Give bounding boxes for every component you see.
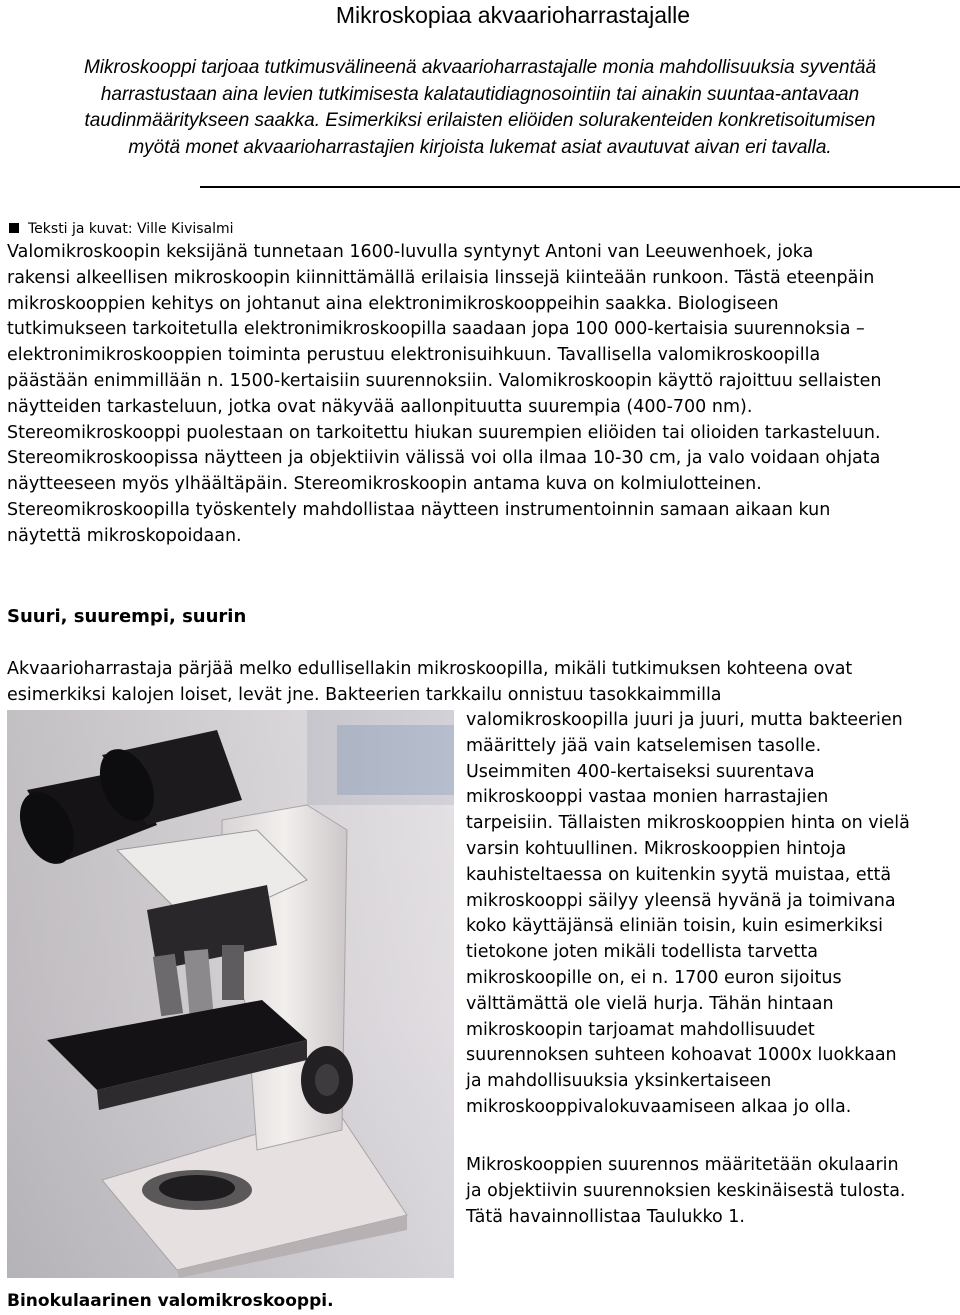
body-line: rakensi alkeellisen mikroskoopin kiinnittämällä erilaisia linssejä kiinteään runkoon. Tästä eteenpäin — [7, 267, 875, 288]
right-line: ja mahdollisuuksia yksinkertaiseen — [466, 1071, 772, 1092]
square-bullet-icon — [9, 223, 19, 233]
right-line: varsin kohtuullinen. Mikroskooppien hintoja — [466, 838, 847, 859]
section-line: Akvaarioharrastaja pärjää melko edullisellakin mikroskoopilla, mikäli tutkimuksen kohteena ovat — [7, 659, 853, 679]
right-line: suurennoksen suhteen kohoavat 1000x luokkaan — [466, 1045, 897, 1066]
right-text-paragraph-2 — [466, 1153, 956, 1230]
right-line: koko käyttäjänsä eliniän toisin, kuin esimerkiksi — [466, 916, 883, 937]
right-line: tietokone joten mikäli todellista tarvetta — [466, 942, 818, 963]
body-line: Valomikroskoopin keksijänä tunnetaan 1600-luvulla syntynyt Antoni van Leeuwenhoek, joka — [7, 242, 814, 262]
microscope-photo — [7, 710, 454, 1278]
intro-paragraph — [0, 55, 960, 161]
author-credit-text: Teksti ja kuvat: Ville Kivisalmi — [28, 221, 234, 237]
intro-line: myötä monet akvaarioharrastajien kirjoista lukemat asiat avautuvat aivan eri tavalla. — [128, 136, 832, 158]
right-line: ja objektiivin suurennoksien keskinäisestä tulosta. — [466, 1180, 906, 1201]
body-line: mikroskooppien kehitys on johtanut aina elektronimikroskooppeihin saakka. Biologiseen — [7, 293, 779, 314]
intro-line: Mikroskooppi tarjoaa tutkimusvälineenä akvaarioharrastajalle monia mahdollisuuksia syventää — [83, 57, 877, 78]
body-line: Stereomikroskooppi puolestaan on tarkoitettu hiukan suurempien eliöiden tai olioiden tarkasteluun. — [7, 422, 881, 443]
body-line: tutkimukseen tarkoitetulla elektronimikroskoopilla saadaan jopa 100 000-kertaisia suurennoksia – — [7, 319, 865, 340]
right-line: mikroskooppi vastaa monien harrastajien — [466, 787, 829, 808]
section-heading: Suuri, suurempi, suurin — [7, 606, 247, 627]
right-line: tarpeisiin. Tällaisten mikroskooppien hinta on vielä — [466, 813, 910, 834]
intro-line: harrastustaan aina levien tutkimisesta kalatautidiagnosointiin tai ainakin suuntaa-antavaan — [100, 83, 860, 105]
body-line: näytteiden tarkasteluun, jotka ovat näkyvää aallonpituutta suurempia (400-700 nm). — [7, 396, 753, 417]
fine-focus-knob — [315, 1064, 339, 1096]
body-line: elektronimikroskooppien toiminta perustuu elektronisuihkuun. Tavallisella valomikroskoopilla — [7, 345, 821, 366]
right-line: valomikroskoopilla juuri ja juuri, mutta bakteerien — [466, 710, 903, 730]
right-line: välttämättä ole vielä hurja. Tähän hintaan — [466, 993, 834, 1014]
objective-3 — [222, 945, 244, 1000]
right-line: mikroskoopin tarjoamat mahdollisuudet — [466, 1019, 815, 1040]
right-line: Useimmiten 400-kertaiseksi suurentava — [466, 761, 815, 782]
body-line: Stereomikroskoopissa näytteen ja objektiivin välissä voi olla ilmaa 10-30 cm, ja valo voidaan ohjata — [7, 448, 881, 469]
right-line: Tätä havainnollistaa Taulukko 1. — [466, 1206, 745, 1227]
section-line: esimerkiksi kalojen loiset, levät jne. Bakteerien tarkkailu onnistuu tasokkaimmilla — [7, 684, 722, 705]
author-credit — [9, 220, 234, 238]
body-line: Stereomikroskoopilla työskentely mahdollistaa näytteen instrumentoinnin samaan aikaan kun — [7, 499, 831, 520]
body-line: päästään enimmillään n. 1500-kertaisiin suurennoksiin. Valomikroskoopin käyttö rajoittuu sellaisten — [7, 370, 882, 391]
right-text-column — [466, 708, 956, 1121]
right-line: mikroskooppivalokuvaamiseen alkaa jo olla. — [466, 1096, 852, 1117]
microscope-illustration — [7, 710, 454, 1278]
body-line: näytteeseen myös ylhäältäpäin. Stereomikroskoopin antama kuva on kolmiulotteinen. — [7, 474, 762, 495]
divider-rule — [200, 186, 960, 188]
light-lens — [159, 1175, 235, 1201]
body-paragraph — [7, 240, 957, 550]
right-line: kauhisteltaessa on kuitenkin syytä muistaa, että — [466, 864, 892, 885]
page-title: Mikroskopiaa akvaarioharrastajalle — [335, 2, 690, 28]
photo-caption: Binokulaarinen valomikroskooppi. — [7, 1291, 334, 1311]
right-line: mikroskooppi säilyy yleensä hyvänä ja toimivana — [466, 890, 896, 911]
section-paragraph — [7, 657, 957, 709]
right-line: Mikroskooppien suurennos määritetään okulaarin — [466, 1155, 899, 1175]
right-line: määrittely jää vain katselemisen tasolle. — [466, 735, 822, 756]
right-line: mikroskoopille on, ei n. 1700 euron sijoitus — [466, 967, 842, 988]
intro-line: taudinmääritykseen saakka. Esimerkiksi erilaisten eliöiden solurakenteiden konkretisoitumisen — [84, 110, 876, 131]
body-line: näytettä mikroskopoidaan. — [7, 525, 242, 546]
